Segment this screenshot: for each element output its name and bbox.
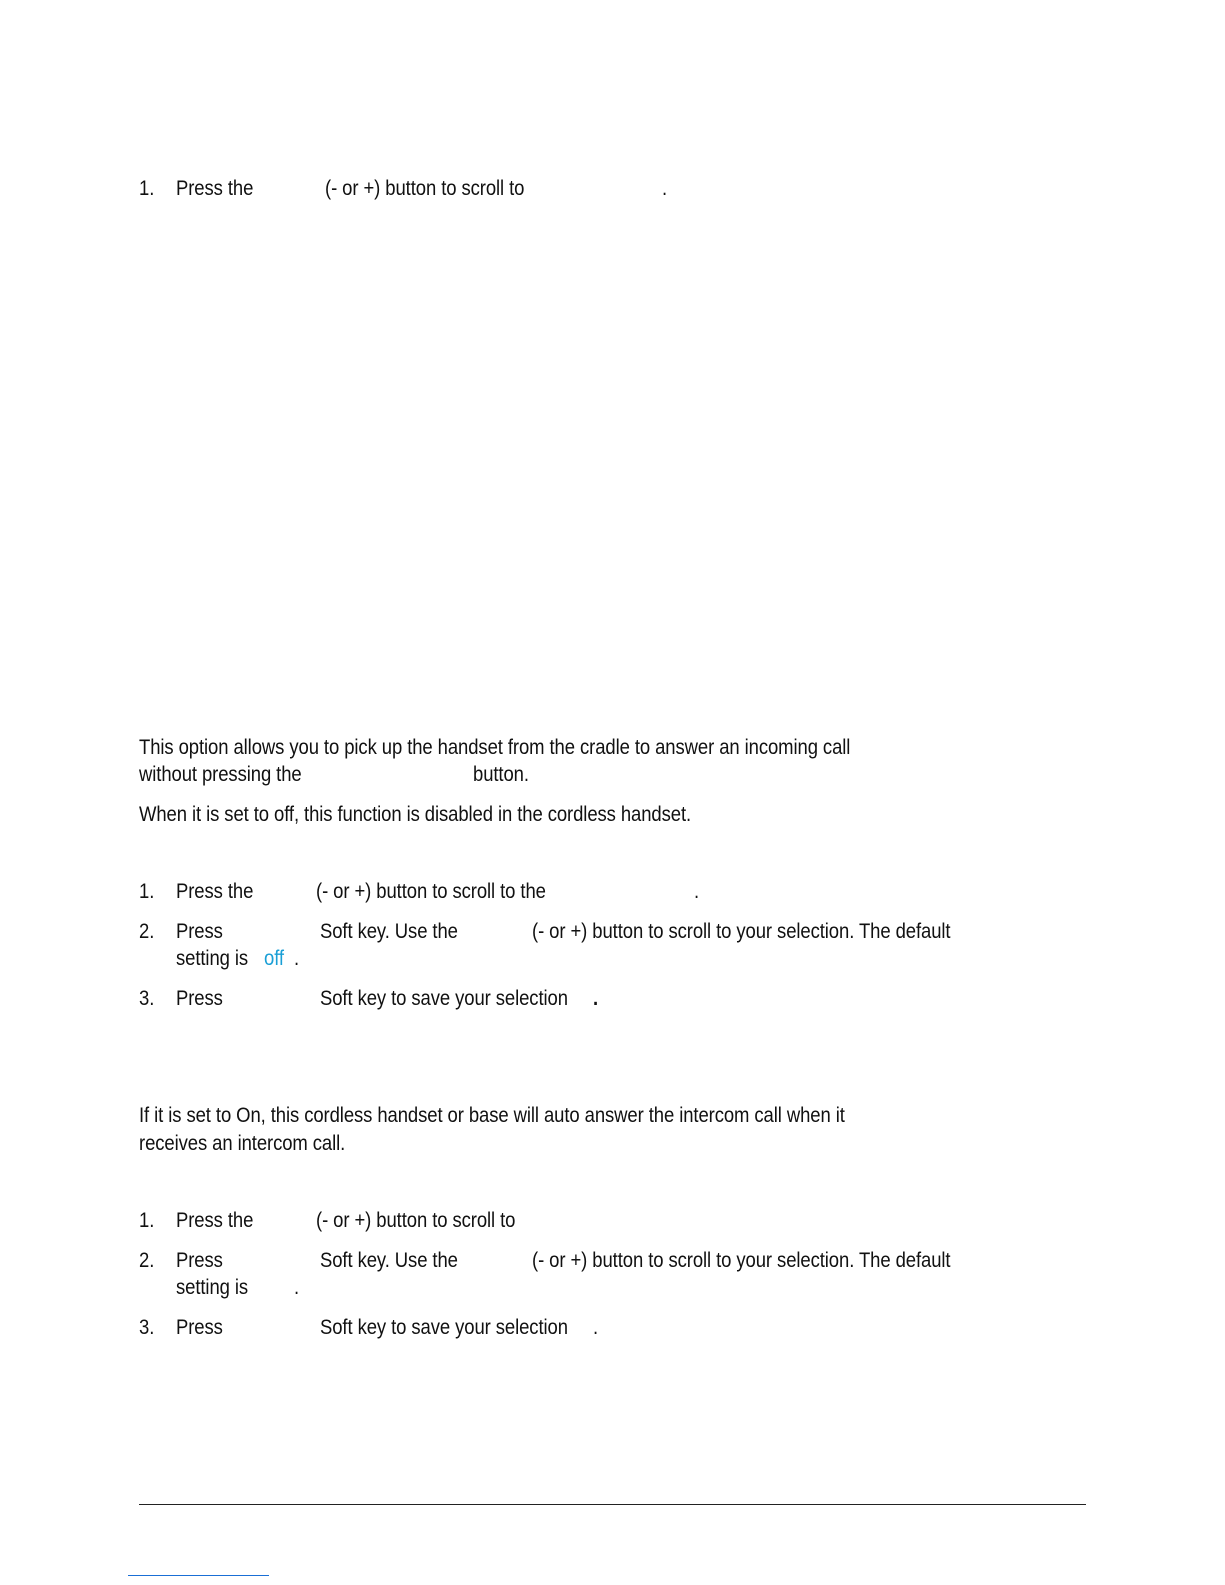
step-text: .: [294, 1276, 300, 1299]
step-text: (- or +) button to scroll to: [325, 177, 525, 200]
step-number: 1.: [139, 177, 155, 200]
step-text: (- or +) button to scroll to: [316, 1209, 516, 1232]
step-text: setting is: [176, 1276, 249, 1299]
paragraph-line: without pressing the: [139, 763, 302, 786]
step-text: Press the: [176, 880, 254, 903]
step-text: (- or +) button to scroll to your selection. The default: [532, 1249, 951, 1272]
step-text: Soft key to save your selection: [320, 987, 568, 1010]
step-text: .: [694, 880, 700, 903]
paragraph-line: button.: [473, 763, 529, 786]
step-text: Press the: [176, 177, 254, 200]
step-number: 1.: [139, 880, 155, 903]
paragraph-note: When it is set to off, this function is disabled in the cordless handset.: [139, 803, 692, 826]
step-text: .: [294, 947, 300, 970]
step-text: .: [662, 177, 668, 200]
step-text: .: [593, 1316, 599, 1339]
step-text: Press: [176, 920, 223, 943]
step-text: (- or +) button to scroll to the: [316, 880, 546, 903]
step-text: (- or +) button to scroll to your selection. The default: [532, 920, 951, 943]
step-text: Soft key. Use the: [320, 1249, 458, 1272]
step-number: 3.: [139, 1316, 155, 1339]
step-text: Press: [176, 1316, 223, 1339]
step-number: 2.: [139, 1249, 155, 1272]
footer-link-underline[interactable]: [128, 1575, 269, 1576]
paragraph-line: If it is set to On, this cordless handset or base will auto answer the intercom call when it: [139, 1104, 845, 1127]
step-number: 3.: [139, 987, 155, 1010]
step-text: Press: [176, 987, 223, 1010]
step-text: .: [593, 987, 599, 1010]
step-text: Soft key to save your selection: [320, 1316, 568, 1339]
step-text: setting is: [176, 947, 249, 970]
default-value: off: [264, 947, 284, 970]
footer-divider: [139, 1504, 1086, 1505]
step-text: Press: [176, 1249, 223, 1272]
step-number: 1.: [139, 1209, 155, 1232]
paragraph-line: receives an intercom call.: [139, 1132, 346, 1155]
paragraph-line: This option allows you to pick up the handset from the cradle to answer an incoming call: [139, 736, 851, 759]
step-text: Soft key. Use the: [320, 920, 458, 943]
step-text: Press the: [176, 1209, 254, 1232]
step-number: 2.: [139, 920, 155, 943]
